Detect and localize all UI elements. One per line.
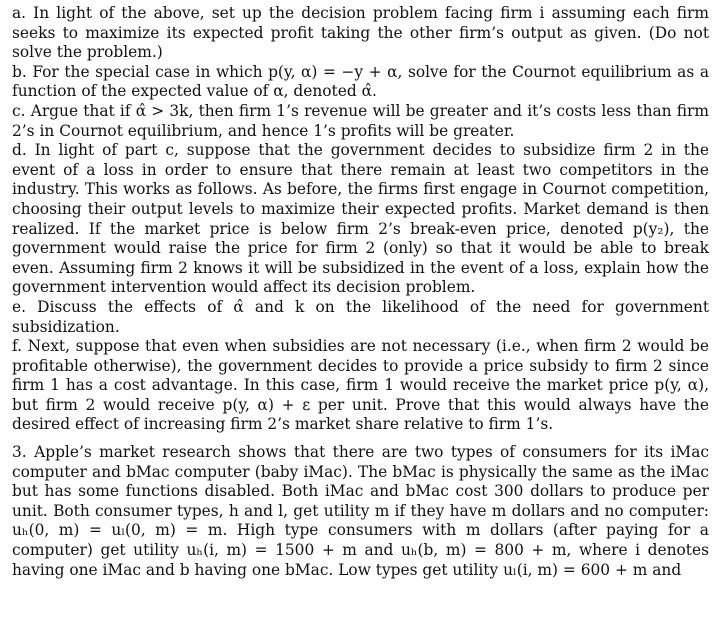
paragraph-part-f: f. Next, suppose that even when subsidies are not necessary (i.e., when firm 2 would be profitable otherwise), the government decides to provide a price subsidy to firm 2 since firm 1 has a cost advantage. In this case, firm 1 would receive the market price p(y, α), but firm 2 would receive p(y, α) + ε per unit. Prove that this would always have the desired effect of increasing firm 2’s market share relative to firm 1’s. [12,337,709,434]
paragraph-part-d: d. In light of part c, suppose that the government decides to subsidize firm 2 in the event of a loss in order to ensure that there remain at least two competitors in the industry. This works as follows. As before, the firms first engage in Cournot competition, choosing their output levels to maximize their expected profits. Market demand is then realized. If the market price is below firm 2’s break-even price, denoted p(y₂), the government would raise the price for firm 2 (only) so that it would be able to break even. Assuming firm 2 knows it will be subsidized in the event of a loss, explain how the government intervention would affect its decision problem. [12,141,709,297]
paragraph-problem-3: 3. Apple’s market research shows that there are two types of consumers for its iMac computer and bMac computer (baby iMac). The bMac is physically the same as the iMac but has some functions disabled. Both iMac and bMac cost 300 dollars to produce per unit. Both consumer types, h and l, get utility m if they have m dollars and no computer: uₕ(0, m) = uₗ(0, m) = m. High type consumers with m dollars (after paying for a computer) get utility uₕ(i, m) = 1500 + m and uₕ(b, m) = 800 + m, where i denotes having one iMac and b having one bMac. Low types get utility uₗ(i, m) = 600 + m and [12,443,709,579]
paragraph-part-a: a. In light of the above, set up the decision problem facing firm i assuming each firm seeks to maximize its expected profit taking the other firm’s output as given. (Do not solve the problem.) [12,4,709,62]
paragraph-part-e: e. Discuss the effects of α̂ and k on the likelihood of the need for government subsidization. [12,297,709,336]
paragraph-part-c: c. Argue that if α̂ > 3k, then firm 1’s revenue will be greater and it’s costs less than firm 2’s in Cournot equilibrium, and hence 1’s profits will be greater. [12,101,709,140]
paragraph-part-b: b. For the special case in which p(y, α) = −y + α, solve for the Cournot equilibrium as a function of the expected value of α, denoted α̂. [12,62,709,101]
